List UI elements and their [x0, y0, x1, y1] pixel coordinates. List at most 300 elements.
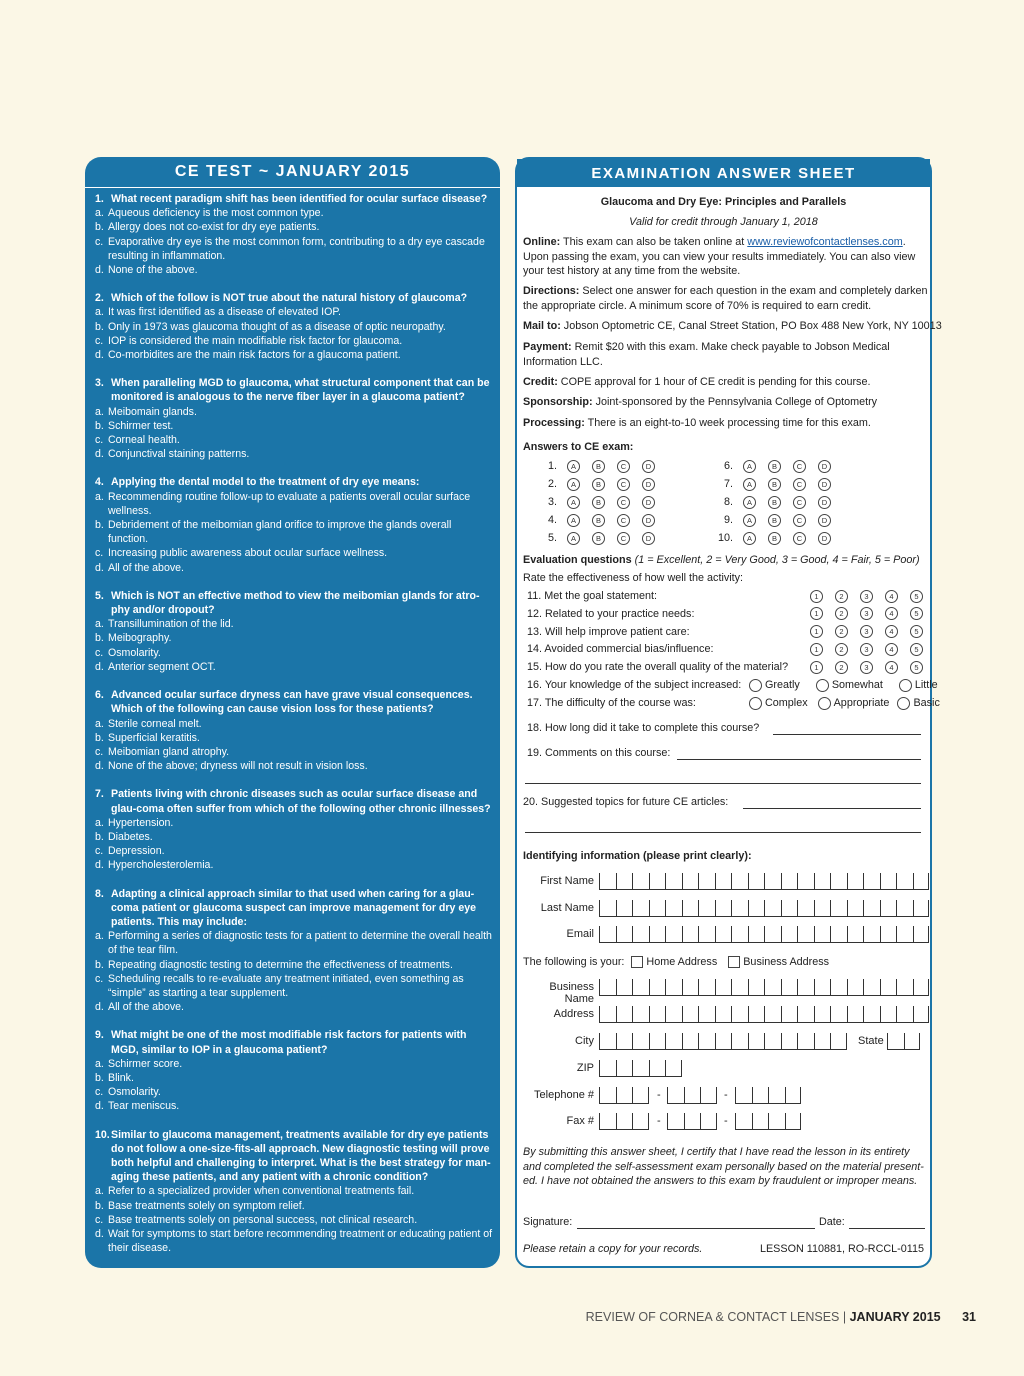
character-cell[interactable] — [665, 1006, 682, 1022]
answer-option — [95, 1184, 493, 1198]
character-cell[interactable] — [649, 1006, 666, 1022]
character-cell[interactable] — [748, 1033, 765, 1049]
character-cell[interactable] — [764, 1033, 781, 1049]
q17-appropriate-label: Appropriate — [833, 697, 890, 709]
rating-bubble-1[interactable]: 1 — [810, 661, 823, 674]
character-cell[interactable] — [764, 900, 781, 916]
character-cell[interactable] — [880, 873, 897, 889]
answer-bubble-d[interactable]: D — [818, 532, 831, 545]
state-field[interactable] — [887, 1033, 920, 1050]
option-text: Blink. — [108, 1071, 134, 1084]
answer-bubble-b[interactable]: B — [768, 460, 781, 473]
character-cell[interactable] — [715, 900, 732, 916]
character-cell[interactable] — [863, 1006, 880, 1022]
email-field[interactable] — [599, 926, 929, 943]
option-letter: a. — [95, 405, 104, 418]
rating-bubble-5[interactable]: 5 — [910, 607, 923, 620]
q16-options — [749, 678, 938, 693]
character-cell[interactable] — [599, 1087, 616, 1103]
answer-row-5 — [525, 531, 667, 546]
sponsorship — [523, 395, 923, 410]
character-cell[interactable] — [665, 979, 682, 995]
option-letter: d. — [95, 1228, 104, 1240]
character-cell[interactable] — [731, 1006, 748, 1022]
rating-bubble-5[interactable]: 5 — [910, 661, 923, 674]
question-4 — [95, 475, 493, 574]
character-cell[interactable] — [632, 1006, 649, 1022]
character-cell[interactable] — [752, 1113, 769, 1129]
character-cell[interactable] — [863, 900, 880, 916]
character-cell[interactable] — [847, 1006, 864, 1022]
answer-bubble-c[interactable]: C — [793, 478, 806, 491]
character-cell[interactable] — [682, 979, 699, 995]
character-cell[interactable] — [599, 979, 616, 995]
answer-bubble-b[interactable]: B — [768, 532, 781, 545]
q20-answer-line-2[interactable] — [525, 832, 921, 833]
character-cell[interactable] — [847, 979, 864, 995]
online-link[interactable]: www.reviewofcontactlenses.com — [747, 236, 903, 248]
answer-option — [95, 433, 493, 447]
q19-answer-line[interactable] — [677, 759, 921, 760]
rating-bubble-4[interactable]: 4 — [885, 607, 898, 620]
character-cell[interactable] — [667, 1087, 684, 1103]
q20-answer-line[interactable] — [743, 808, 921, 809]
character-cell[interactable] — [913, 1006, 930, 1022]
character-cell[interactable] — [797, 926, 814, 942]
character-cell[interactable] — [896, 1006, 913, 1022]
character-cell[interactable] — [764, 979, 781, 995]
rating-bubble-3[interactable]: 3 — [860, 590, 873, 603]
character-cell[interactable] — [632, 873, 649, 889]
character-cell[interactable] — [785, 1087, 802, 1103]
answer-bubble-a[interactable]: A — [567, 532, 580, 545]
option-letter: b. — [95, 419, 104, 432]
character-cell[interactable] — [616, 926, 633, 942]
answer-bubble-c[interactable]: C — [617, 532, 630, 545]
character-cell[interactable] — [814, 979, 831, 995]
character-cell[interactable] — [896, 926, 913, 942]
character-cell[interactable] — [700, 1113, 717, 1129]
q17-complex-radio[interactable] — [749, 697, 762, 710]
q20-label: 20. Suggested topics for future CE articles: — [523, 796, 729, 808]
character-cell[interactable] — [830, 1033, 847, 1049]
character-cell[interactable] — [830, 926, 847, 942]
character-cell[interactable] — [797, 873, 814, 889]
character-cell[interactable] — [682, 1033, 699, 1049]
business-name-field[interactable] — [599, 979, 929, 996]
answer-option — [95, 745, 493, 759]
city-field[interactable] — [599, 1033, 847, 1050]
character-cell[interactable] — [698, 900, 715, 916]
rating-bubble-2[interactable]: 2 — [835, 625, 848, 638]
character-cell[interactable] — [863, 979, 880, 995]
character-cell[interactable] — [764, 873, 781, 889]
answer-bubble-c[interactable]: C — [793, 514, 806, 527]
first-name-field[interactable] — [599, 873, 929, 890]
character-cell[interactable] — [616, 900, 633, 916]
character-cell[interactable] — [748, 926, 765, 942]
option-text: None of the above; dryness will not result in vision loss. — [108, 760, 368, 773]
character-cell[interactable] — [715, 979, 732, 995]
answer-bubble-b[interactable]: B — [768, 478, 781, 491]
business-address-label: Business Address — [743, 956, 830, 968]
rating-bubble-1[interactable]: 1 — [810, 590, 823, 603]
answer-bubble-d[interactable]: D — [642, 460, 655, 473]
character-cell[interactable] — [632, 1113, 649, 1129]
rating-bubble-5[interactable]: 5 — [910, 590, 923, 603]
option-letter: c. — [95, 547, 104, 560]
character-cell[interactable] — [616, 1060, 633, 1076]
rating-bubble-2[interactable]: 2 — [835, 590, 848, 603]
character-cell[interactable] — [887, 1033, 904, 1049]
payment-text: Remit $20 with this exam. Make check payable to Jobson Medical Information LLC. — [523, 341, 890, 368]
online-info: Online: This exam can also be taken online at www.reviewofcontactlenses.com. Upon passing the exam, you can view your results immediately. You can also view your test history at any time from the website. — [523, 236, 916, 277]
character-cell[interactable] — [599, 1033, 616, 1049]
character-cell[interactable] — [814, 900, 831, 916]
character-cell[interactable] — [814, 1006, 831, 1022]
rating-bubble-4[interactable]: 4 — [885, 625, 898, 638]
answer-bubble-d[interactable]: D — [818, 478, 831, 491]
answer-bubble-c[interactable]: C — [793, 532, 806, 545]
answer-bubble-c[interactable]: C — [793, 460, 806, 473]
character-cell[interactable] — [698, 979, 715, 995]
character-cell[interactable] — [785, 1113, 802, 1129]
character-cell[interactable] — [649, 1033, 666, 1049]
answer-bubble-a[interactable]: A — [567, 460, 580, 473]
question-stem: Similar to glaucoma management, treatments available for dry eye patients do not follow a one-size-fits-all approach. New diagnostic testing will prove both helpful and challenging to interpret. What is the best strategy for man-aging these patients, and any patient with a chronic condition? — [111, 1128, 491, 1184]
question-stem: Advanced ocular surface dryness can have grave visual consequences. Which of the following can cause vision loss for these patients? — [111, 689, 473, 716]
answer-option — [95, 1057, 493, 1071]
home-address-checkbox[interactable] — [631, 956, 643, 968]
telephone-prefix-field[interactable] — [667, 1087, 717, 1104]
character-cell[interactable] — [715, 1033, 732, 1049]
character-cell[interactable] — [599, 1060, 616, 1076]
answer-bubble-b[interactable]: B — [592, 532, 605, 545]
character-cell[interactable] — [715, 926, 732, 942]
character-cell[interactable] — [880, 979, 897, 995]
character-cell[interactable] — [830, 1006, 847, 1022]
character-cell[interactable] — [814, 926, 831, 942]
answer-bubble-b[interactable]: B — [768, 496, 781, 509]
eval-item-label: 12. Related to your practice needs: — [527, 607, 695, 620]
rating-bubble-3[interactable]: 3 — [860, 625, 873, 638]
rating-bubble-2[interactable]: 2 — [835, 643, 848, 656]
rating-bubble-1[interactable]: 1 — [810, 625, 823, 638]
online-text-2: Upon passing the exam, you can view your results immediately. You can also view your test history at any time from the website. — [523, 250, 916, 277]
character-cell[interactable] — [632, 1033, 649, 1049]
character-cell[interactable] — [599, 1006, 616, 1022]
character-cell[interactable] — [665, 1060, 682, 1076]
answer-bubble-a[interactable]: A — [567, 514, 580, 527]
answer-bubble-b[interactable]: B — [592, 460, 605, 473]
character-cell[interactable] — [748, 1006, 765, 1022]
q19-answer-line-2[interactable] — [525, 783, 921, 784]
character-cell[interactable] — [616, 1087, 633, 1103]
question-stem: Which is NOT an effective method to view the meibomian glands for atro-phy and/or dropout? — [111, 589, 480, 617]
option-text: Debridement of the meibomian gland orifice to improve the glands overall function. — [108, 519, 452, 546]
option-letter: d. — [95, 760, 104, 773]
answer-number: 6. — [723, 460, 733, 472]
answer-option — [95, 419, 493, 433]
option-text: Performing a series of diagnostic tests for a patient to determine the overall health of the tear film. — [108, 930, 492, 957]
character-cell[interactable] — [665, 873, 682, 889]
date-line[interactable] — [849, 1228, 925, 1229]
character-cell[interactable] — [830, 900, 847, 916]
answer-bubble-d[interactable]: D — [818, 460, 831, 473]
first-name-label: First Name — [540, 875, 594, 887]
character-cell[interactable] — [913, 979, 930, 995]
answer-bubble-d[interactable]: D — [818, 496, 831, 509]
answer-bubble-c[interactable]: C — [793, 496, 806, 509]
answer-bubble-d[interactable]: D — [642, 514, 655, 527]
option-letter: d. — [95, 349, 104, 362]
character-cell[interactable] — [665, 900, 682, 916]
answer-bubble-a[interactable]: A — [743, 460, 756, 473]
answer-bubble-a[interactable]: A — [743, 496, 756, 509]
character-cell[interactable] — [904, 1033, 921, 1049]
character-cell[interactable] — [684, 1087, 701, 1103]
character-cell[interactable] — [896, 900, 913, 916]
character-cell[interactable] — [649, 979, 666, 995]
character-cell[interactable] — [781, 1033, 798, 1049]
character-cell[interactable] — [698, 1006, 715, 1022]
telephone-area-field[interactable] — [599, 1087, 649, 1104]
character-cell[interactable] — [715, 873, 732, 889]
option-text: Anterior segment OCT. — [108, 660, 216, 673]
character-cell[interactable] — [748, 873, 765, 889]
character-cell[interactable] — [599, 873, 616, 889]
answer-bubble-c[interactable]: C — [617, 514, 630, 527]
character-cell[interactable] — [632, 1087, 649, 1103]
answer-bubble-b[interactable]: B — [592, 514, 605, 527]
character-cell[interactable] — [913, 926, 930, 942]
character-cell[interactable] — [781, 1006, 798, 1022]
zip-field[interactable] — [599, 1060, 682, 1077]
character-cell[interactable] — [731, 979, 748, 995]
answer-number: 4. — [547, 514, 557, 526]
character-cell[interactable] — [847, 873, 864, 889]
character-cell[interactable] — [913, 873, 930, 889]
q16-somewhat-label: Somewhat — [831, 679, 883, 691]
character-cell[interactable] — [764, 926, 781, 942]
rating-bubble-2[interactable]: 2 — [835, 607, 848, 620]
character-cell[interactable] — [880, 900, 897, 916]
character-cell[interactable] — [752, 1087, 769, 1103]
character-cell[interactable] — [616, 1033, 633, 1049]
character-cell[interactable] — [781, 873, 798, 889]
q16-somewhat-radio[interactable] — [816, 679, 829, 692]
answer-bubble-d[interactable]: D — [642, 532, 655, 545]
rating-bubble-1[interactable]: 1 — [810, 643, 823, 656]
character-cell[interactable] — [632, 900, 649, 916]
question-2 — [95, 291, 493, 362]
character-cell[interactable] — [649, 1060, 666, 1076]
character-cell[interactable] — [781, 926, 798, 942]
character-cell[interactable] — [764, 1006, 781, 1022]
fax-line-field[interactable] — [735, 1113, 801, 1130]
character-cell[interactable] — [665, 926, 682, 942]
q16-little-radio[interactable] — [899, 679, 912, 692]
character-cell[interactable] — [667, 1113, 684, 1129]
character-cell[interactable] — [599, 1113, 616, 1129]
option-text: Base treatments solely on symptom relief. — [108, 1199, 305, 1212]
character-cell[interactable] — [735, 1113, 752, 1129]
character-cell[interactable] — [748, 979, 765, 995]
answer-row-9 — [701, 513, 843, 528]
signature-line[interactable] — [577, 1228, 815, 1229]
character-cell[interactable] — [616, 979, 633, 995]
course-title: Glaucoma and Dry Eye: Principles and Parallels — [600, 196, 847, 208]
character-cell[interactable] — [781, 900, 798, 916]
character-cell[interactable] — [682, 1006, 699, 1022]
answer-bubble-d[interactable]: D — [642, 496, 655, 509]
character-cell[interactable] — [731, 900, 748, 916]
answer-row-1 — [525, 459, 667, 474]
rating-bubble-5[interactable]: 5 — [910, 625, 923, 638]
answer-option — [95, 405, 493, 419]
option-letter: c. — [95, 334, 104, 347]
character-cell[interactable] — [797, 900, 814, 916]
character-cell[interactable] — [698, 873, 715, 889]
rating-bubble-5[interactable]: 5 — [910, 643, 923, 656]
fax-area-field[interactable] — [599, 1113, 649, 1130]
character-cell[interactable] — [896, 979, 913, 995]
character-cell[interactable] — [649, 900, 666, 916]
answer-bubble-c[interactable]: C — [617, 496, 630, 509]
q17-basic-radio[interactable] — [897, 697, 910, 710]
answer-bubble-c[interactable]: C — [617, 460, 630, 473]
answer-bubble-d[interactable]: D — [818, 514, 831, 527]
character-cell[interactable] — [830, 873, 847, 889]
answer-number: 8. — [723, 496, 733, 508]
character-cell[interactable] — [797, 1006, 814, 1022]
character-cell[interactable] — [814, 1033, 831, 1049]
character-cell[interactable] — [616, 873, 633, 889]
character-cell[interactable] — [731, 873, 748, 889]
answer-bubble-a[interactable]: A — [567, 496, 580, 509]
character-cell[interactable] — [616, 1113, 633, 1129]
character-cell[interactable] — [715, 1006, 732, 1022]
character-cell[interactable] — [599, 900, 616, 916]
character-cell[interactable] — [649, 926, 666, 942]
answer-bubble-d[interactable]: D — [642, 478, 655, 491]
character-cell[interactable] — [880, 926, 897, 942]
character-cell[interactable] — [748, 900, 765, 916]
answer-bubble-c[interactable]: C — [617, 478, 630, 491]
character-cell[interactable] — [735, 1087, 752, 1103]
character-cell[interactable] — [797, 1033, 814, 1049]
character-cell[interactable] — [682, 926, 699, 942]
q16-greatly-radio[interactable] — [749, 679, 762, 692]
character-cell[interactable] — [665, 1033, 682, 1049]
answer-bubble-a[interactable]: A — [743, 532, 756, 545]
question-stem: Adapting a clinical approach similar to that used when caring for a glau-coma patient or glaucoma suspect can improve management for dry eye patients. This may include: — [111, 887, 477, 928]
character-cell[interactable] — [616, 1006, 633, 1022]
character-cell[interactable] — [698, 1033, 715, 1049]
character-cell[interactable] — [632, 1060, 649, 1076]
option-text: Conjunctival staining patterns. — [108, 448, 250, 461]
rating-bubble-4[interactable]: 4 — [885, 661, 898, 674]
rating-bubble-2[interactable]: 2 — [835, 661, 848, 674]
character-cell[interactable] — [682, 900, 699, 916]
last-name-field[interactable] — [599, 900, 929, 917]
character-cell[interactable] — [880, 1006, 897, 1022]
character-cell[interactable] — [698, 926, 715, 942]
character-cell[interactable] — [632, 979, 649, 995]
character-cell[interactable] — [649, 873, 666, 889]
rating-bubble-4[interactable]: 4 — [885, 590, 898, 603]
rating-bubble-3[interactable]: 3 — [860, 661, 873, 674]
answer-bubble-a[interactable]: A — [743, 478, 756, 491]
answer-bubble-a[interactable]: A — [567, 478, 580, 491]
eval-scale-row — [810, 642, 935, 657]
answer-option — [95, 348, 493, 362]
rating-bubble-3[interactable]: 3 — [860, 643, 873, 656]
answer-bubble-b[interactable]: B — [592, 478, 605, 491]
address-field[interactable] — [599, 1006, 929, 1023]
option-text: Refer to a specialized provider when conventional treatments fail. — [108, 1185, 415, 1198]
character-cell[interactable] — [830, 979, 847, 995]
character-cell[interactable] — [768, 1113, 785, 1129]
date-label: Date: — [819, 1216, 845, 1228]
rating-bubble-3[interactable]: 3 — [860, 607, 873, 620]
character-cell[interactable] — [847, 900, 864, 916]
option-text: Hypertension. — [108, 816, 174, 829]
character-cell[interactable] — [896, 873, 913, 889]
character-cell[interactable] — [731, 926, 748, 942]
character-cell[interactable] — [863, 873, 880, 889]
eval-item-label: 14. Avoided commercial bias/influence: — [527, 643, 714, 656]
answer-bubble-a[interactable]: A — [743, 514, 756, 527]
option-text: Diabetes. — [108, 830, 153, 843]
option-text: Increasing public awareness about ocular surface wellness. — [108, 547, 388, 560]
answer-bubble-b[interactable]: B — [768, 514, 781, 527]
character-cell[interactable] — [684, 1113, 701, 1129]
question-number: 7. — [95, 788, 104, 801]
character-cell[interactable] — [768, 1087, 785, 1103]
option-text: Co-morbidites are the main risk factors for a glaucoma patient. — [108, 349, 401, 362]
character-cell[interactable] — [863, 926, 880, 942]
question-stem: When paralleling MGD to glaucoma, what structural component that can be monitored is analogous to the nerve fiber layer in a glaucoma patient? — [111, 377, 490, 404]
q17-appropriate-radio[interactable] — [818, 697, 831, 710]
q16-greatly-label: Greatly — [765, 679, 800, 691]
q18-answer-line[interactable] — [773, 734, 921, 735]
question-number: 6. — [95, 689, 104, 702]
character-cell[interactable] — [599, 926, 616, 942]
character-cell[interactable] — [847, 926, 864, 942]
telephone-line-field[interactable] — [735, 1087, 801, 1104]
fax-prefix-field[interactable] — [667, 1113, 717, 1130]
answer-option — [95, 1000, 493, 1014]
answer-bubble-b[interactable]: B — [592, 496, 605, 509]
option-letter: b. — [95, 731, 104, 744]
character-cell[interactable] — [632, 926, 649, 942]
character-cell[interactable] — [797, 979, 814, 995]
answer-option — [95, 660, 493, 674]
character-cell[interactable] — [781, 979, 798, 995]
rating-bubble-4[interactable]: 4 — [885, 643, 898, 656]
character-cell[interactable] — [913, 900, 930, 916]
answers-label: Answers to CE exam: — [523, 441, 634, 453]
business-address-checkbox[interactable] — [728, 956, 740, 968]
character-cell[interactable] — [682, 873, 699, 889]
rating-bubble-1[interactable]: 1 — [810, 607, 823, 620]
character-cell[interactable] — [814, 873, 831, 889]
option-text: All of the above. — [108, 1001, 184, 1014]
character-cell[interactable] — [731, 1033, 748, 1049]
character-cell[interactable] — [700, 1087, 717, 1103]
answer-option — [95, 844, 493, 858]
